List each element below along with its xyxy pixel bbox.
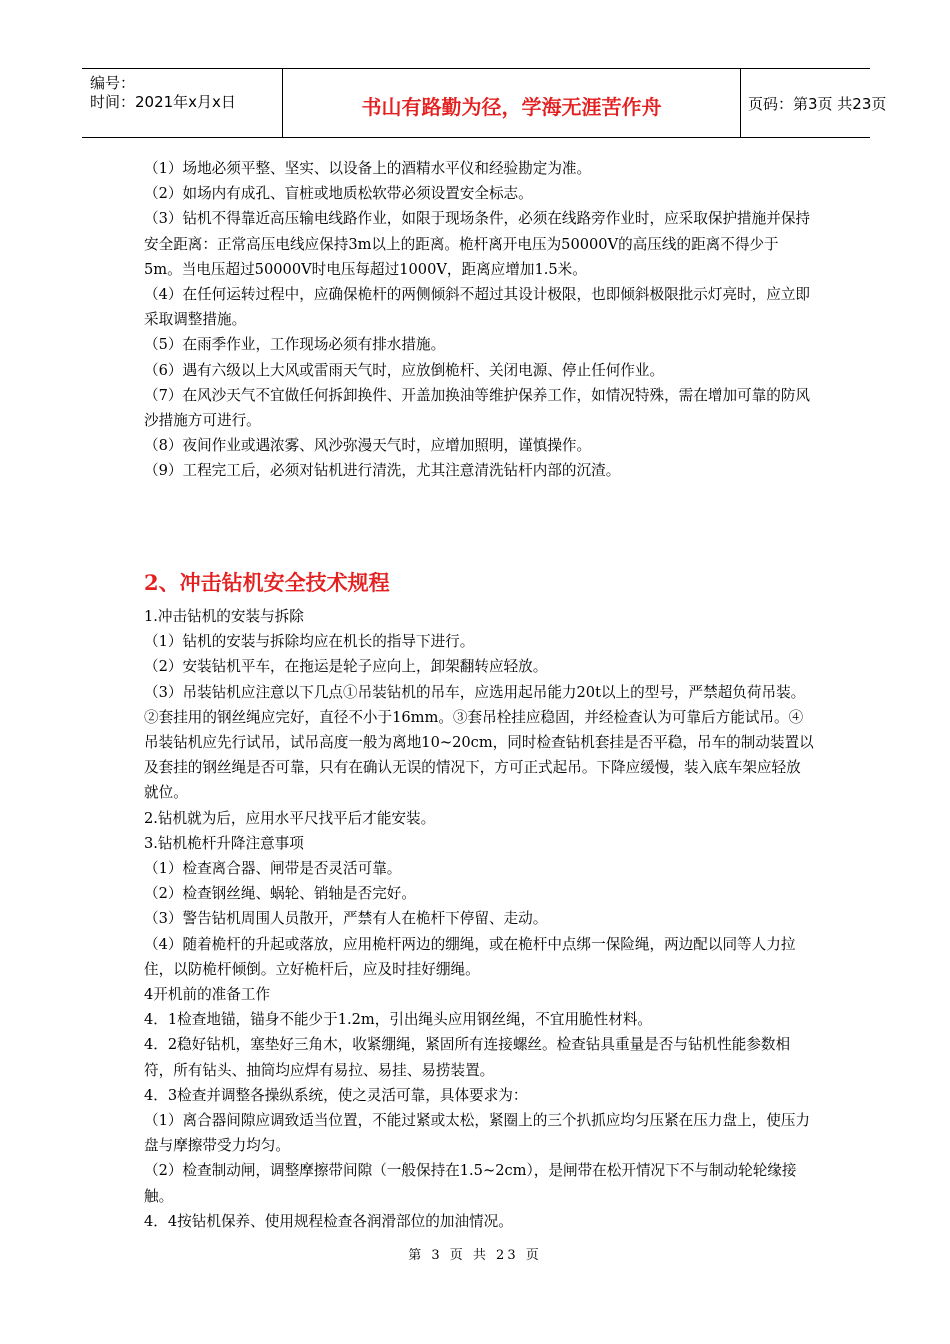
paragraph: 4．2稳好钻机，塞垫好三角木，收紧绷绳，紧固所有连接螺丝。检查钻具重量是否与钻机性能参数相符，所有钻头、抽筒均应焊有易拉、易挂、易捞装置。 — [144, 1036, 791, 1079]
impact-drill-rules — [144, 604, 814, 1234]
paragraph: （3）钻机不得靠近高压输电线路作业，如限于现场条件，必须在线路旁作业时，应采取保护措施并保持安全距离：正常高压电线应保持3m以上的距离。桅杆离开电压为50000V的高压线的距离不得少于5m。当电压超过50000V时电压每超过1000V，距离应增加1.5米。 — [144, 210, 811, 278]
paragraph: （1）检查离合器、闸带是否灵活可靠。 — [144, 860, 402, 878]
paragraph: 4开机前的准备工作 — [144, 986, 271, 1004]
paragraph: （1）场地必须平整、坚实、以设备上的酒精水平仪和经验勘定为准。 — [144, 160, 592, 177]
header-meta-cell — [82, 69, 282, 137]
document-header — [82, 68, 887, 138]
paragraph: （4）在任何运转过程中，应确保桅杆的两侧倾斜不超过其设计极限，也即倾斜极限批示灯亮时，应立即采取调整措施。 — [144, 286, 811, 329]
paragraph: （7）在风沙天气不宜做任何拆卸换件、开盖加换油等维护保养工作，如情况特殊，需在增加可靠的防风沙措施方可进行。 — [144, 386, 811, 430]
paragraph: （2）检查制动闸，调整摩擦带间隙（一般保持在1.5~2cm），是闸带在松开情况下不与制动轮轮缘接触。 — [144, 1162, 797, 1205]
header-motto: 书山有路勤为径，学海无涯苦作舟 — [361, 95, 662, 119]
paragraph: 4．3检查并调整各操纵系统，使之灵活可靠，具体要求为： — [144, 1086, 528, 1104]
paragraph: （9）工程完工后，必须对钻机进行清洗，尤其注意清洗钻杆内部的沉渣。 — [144, 462, 621, 480]
paragraph: （2）安装钻机平车，在拖运是轮子应向上，卸架翻转应轻放。 — [144, 658, 548, 676]
paragraph: （4）随着桅杆的升起或落放，应用桅杆两边的绷绳，或在桅杆中点绑一保险绳，两边配以同等人力拉住，以防桅杆倾倒。立好桅杆后，应及时挂好绷绳。 — [144, 935, 796, 978]
paragraph: 2.钻机就为后，应用水平尺找平后才能安装。 — [144, 809, 436, 827]
paragraph: （6）遇有六级以上大风或雷雨天气时，应放倒桅杆、关闭电源、停止任何作业。 — [144, 361, 665, 379]
paragraph: （2）如场内有成孔、盲桩或地质松软带必须设置安全标志。 — [144, 185, 533, 203]
page-footer: 第 3 页 共 23 页 — [408, 1248, 542, 1263]
paragraph: （5）在雨季作业，工作现场必须有排水措施。 — [144, 336, 446, 354]
header-page-cell — [740, 69, 887, 137]
paragraph: 4．4按钻机保养、使用规程检查各润滑部位的加油情况。 — [144, 1212, 513, 1230]
paragraph: 3.钻机桅杆升降注意事项 — [144, 834, 304, 852]
safety-rules-list — [144, 156, 814, 484]
paragraph: （1）钻机的安装与拆除均应在机长的指导下进行。 — [144, 633, 475, 651]
header-motto-cell — [282, 69, 741, 137]
section-title: 2、冲击钻机安全技术规程 — [144, 570, 390, 595]
document-number-label: 编号： — [90, 74, 136, 92]
document-date: 时间：2021年x月x日 — [90, 93, 236, 111]
paragraph: （8）夜间作业或遇浓雾、风沙弥漫天气时，应增加照明，谨慎操作。 — [144, 437, 592, 455]
paragraph: 1.冲击钻机的安装与拆除 — [144, 608, 304, 625]
paragraph: （3）警告钻机周围人员散开，严禁有人在桅杆下停留、走动。 — [144, 910, 548, 928]
header-page-info: 页码：第3页 共23页 — [748, 95, 887, 113]
paragraph: （1）离合器间隙应调致适当位置，不能过紧或太松，紧圈上的三个扒抓应均匀压紧在压力盘上，使压力盘与摩擦带受力均匀。 — [144, 1112, 811, 1155]
paragraph: （3）吊装钻机应注意以下几点①吊装钻机的吊车，应选用起吊能力20t以上的型号，严禁超负荷吊装。②套挂用的钢丝绳应完好，直径不小于16mm。③套吊栓挂应稳固，并经检查认为可靠后方能试吊。④吊装钻机应先行试吊，试吊高度一般为离地10~20cm，同时检查钻机套挂是否平稳，吊车的制动装置以及套挂的钢丝绳是否可靠，只有在确认无误的情况下，方可正式起吊。下降应缓慢，装入底车架应轻放就位。 — [144, 683, 814, 802]
paragraph: （2）检查钢丝绳、蜗轮、销轴是否完好。 — [144, 885, 416, 903]
paragraph: 4．1检查地锚，锚身不能少于1.2m，引出绳头应用钢丝绳，不宜用脆性材料。 — [144, 1011, 653, 1029]
